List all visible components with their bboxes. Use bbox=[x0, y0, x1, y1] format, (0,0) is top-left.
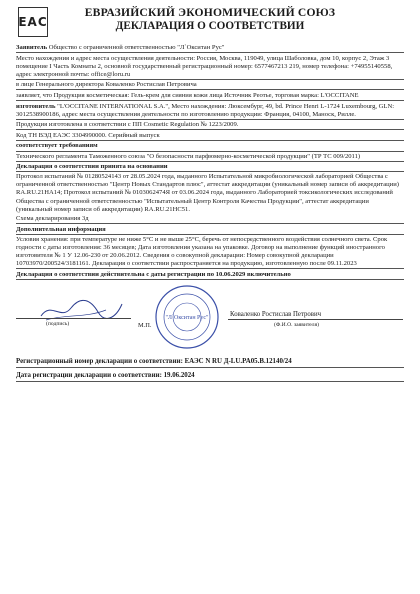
eac-logo bbox=[18, 7, 48, 37]
additional-text: Условия хранения: при температуре не ниже 5°C и не выше 25°C, беречь от непосредственного воздействия солнечного света. Срок годности с даты изготовления: 36 месяцев; Дата изготовления указана на упаковке. Договор на выполнение функций иностранного изготовителя № 1 У 12.06-230 от 20.06.2012. Сведения о совокупной декларации: Номер совокупной декларации 10703970/200524/3181161. Декларация о соответствии распространяется на продукцию, изготовленную после 09.11.2023 bbox=[16, 236, 404, 269]
registration-number: Регистрационный номер декларации о соответствии: ЕАЭС N RU Д-LU.PA05.В.12140/24 bbox=[16, 358, 404, 368]
company-seal bbox=[154, 284, 220, 350]
signature-caption: (подпись) bbox=[46, 320, 70, 327]
requirements-text: Технического регламента Таможенного союза "О безопасности парфюмерно-косметической продукции" (ТР ТС 009/2011) bbox=[16, 153, 404, 162]
requirements-head: соответствует требованиям bbox=[16, 142, 404, 151]
manufacturer-text: "L'OCCITANE INTERNATIONAL S.A.", Место нахождения: Люксембург, 49, bd. Prince Henri L-1724 Luxembourg, GLN: 3012538900186, адрес места осуществления деятельности по изготовлению продукции: Франция, 04100, Маноск, Рилле. bbox=[16, 102, 395, 118]
validity-text: Декларация о соответствии действительна с даты регистрации по 10.06.2029 включительно bbox=[16, 271, 404, 280]
manufacturer-products: Продукция изготовлена в соответствии с ПП Cosmetic Regulation № 1223/2009. bbox=[16, 121, 404, 130]
signer-name-caption: (Ф.И.О. заявителя) bbox=[274, 321, 320, 328]
product-code: Код ТН ВЭД ЕАЭС 3304990000. Серийный выпуск bbox=[16, 132, 404, 141]
signature-line bbox=[16, 318, 131, 319]
product-declaration: заявляет, что Продукция косметическая: Гель-крем для сияния кожи лица Источник Реотье, торговая марка: L'OCCITANE bbox=[16, 92, 404, 101]
document-title: ДЕКЛАРАЦИЯ О СООТВЕТСТВИИ bbox=[115, 20, 305, 32]
signer-name: Коваленко Ростислав Петрович bbox=[230, 310, 322, 318]
manufacturer-section bbox=[16, 103, 404, 120]
title-block bbox=[16, 4, 404, 32]
applicant-person: в лице Генерального директора Коваленко Ростислав Петровича bbox=[16, 81, 404, 90]
basis-head: Декларация о соответствии принята на основании bbox=[16, 163, 404, 172]
document-title-union: ЕВРАЗИЙСКИЙ ЭКОНОМИЧЕСКИЙ СОЮЗ bbox=[84, 6, 336, 19]
additional-head: Дополнительная информация bbox=[16, 226, 404, 235]
manufacturer-label: изготовитель bbox=[16, 102, 56, 110]
stamp-place-label: М.П. bbox=[138, 321, 152, 329]
document-body bbox=[16, 44, 404, 382]
basis-scheme: Схема декларирования 3д bbox=[16, 215, 404, 224]
signature-area bbox=[16, 284, 404, 354]
eac-logo-text: EAC bbox=[18, 15, 48, 29]
signer-name-line bbox=[228, 319, 403, 320]
registration-date: Дата регистрации декларации о соответствии: 19.06.2024 bbox=[16, 372, 404, 382]
applicant-name: Общество с ограниченной ответственностью "Л`Окситан Рус" bbox=[47, 44, 225, 51]
applicant-address: Место нахождения и адрес места осуществления деятельности: Россия, Москва, 119049, улица Шаболовка, дом 10, корпус 2, Этаж 3 помещение I Часть Комнаты 2, основной государственный регистрационный номер: 6577467213 219, номер телефона: +74955140558, адрес электронной почты: office@loru.ru bbox=[16, 55, 404, 80]
applicant-section bbox=[16, 44, 404, 53]
applicant-label: Заявитель bbox=[16, 44, 48, 51]
header bbox=[16, 4, 404, 44]
svg-text:"Л`Окситан Рус": "Л`Окситан Рус" bbox=[165, 314, 209, 321]
basis-text: Протокол испытаний № 01280524143 от 28.05.2024 года, выданного Испытательной микробиологической лабораторией Общества с ограниченной ответственностью "Центр Новых Стандартов плюс", аттестат аккредитации (уникальный номер записи об аккредитации) RA.RU.21HA14; Протокол испытаний № 0103062474Я от 03.06.2024 года, выданного Лабораторией токсикологических исследований Общества с ограниченной ответственностью "Испытательный Центр Контроля Качества Продукции", аттестат аккредитации (уникальный номер записи об аккредитации) RA.RU.21HC51. bbox=[16, 173, 399, 213]
